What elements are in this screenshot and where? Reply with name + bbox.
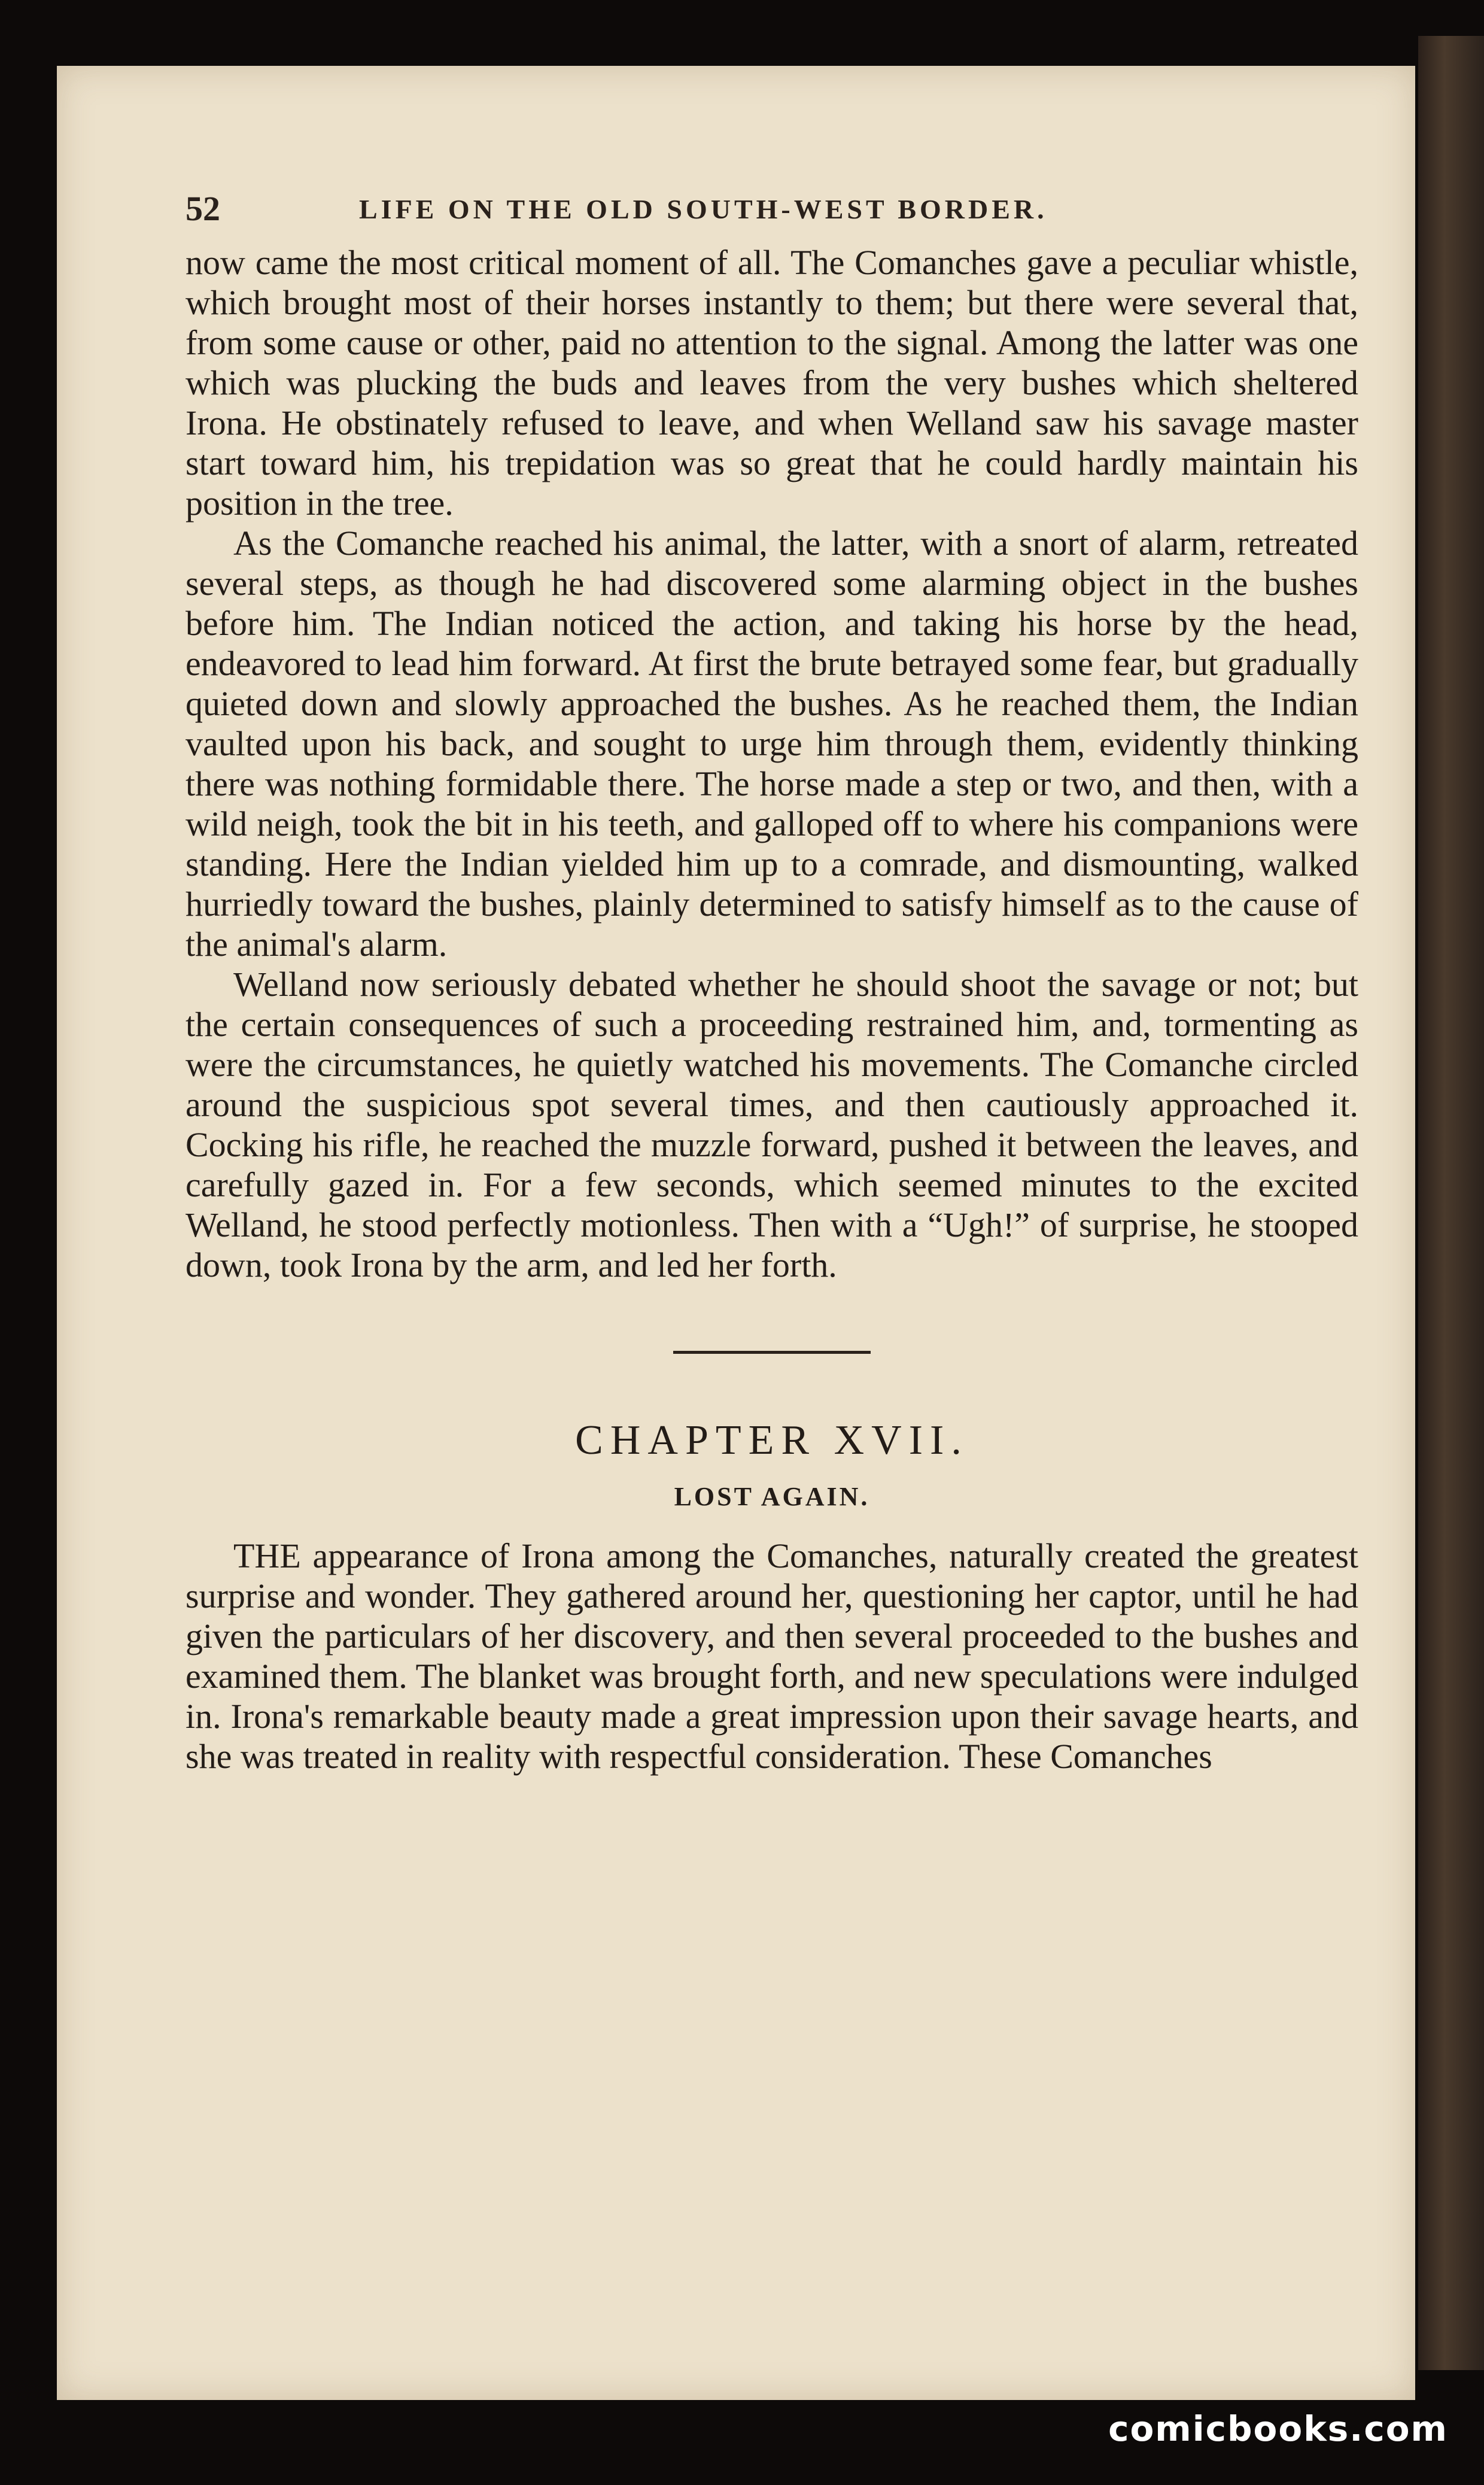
chapter-subtitle: LOST AGAIN. [674,1482,870,1511]
page-number: 52 [186,189,220,228]
section-divider [673,1351,871,1354]
chapter-paragraph: THE appearance of Irona among the Comanches, naturally created the greatest surprise and wonder. They gathered around her, questioning her captor, until he had given the particulars of her discovery, and then several proceeded to the bushes and examined them. The blanket was brought forth, and new speculations were indulged in. Irona's remarkable beauty made a great impression upon their savage hearts, and she was treated in reality with respectful consideration. These Comanches [186,1536,1358,1776]
running-title: LIFE ON THE OLD SOUTH-WEST BORDER. [359,194,1048,224]
site-watermark: comicbooks.com [1108,2408,1448,2449]
page-content [186,189,1358,1776]
running-head [186,189,1358,242]
book-spine [1418,36,1484,2370]
paragraph-2: As the Comanche reached his animal, the latter, with a snort of alarm, retreated several steps, as though he had discovered some alarming object in the bushes before him. The Indian noticed the action, and taking his horse by the head, endeavored to lead him forward. At first the brute betrayed some fear, but gradually quieted down and slowly approached the bushes. As he reached them, the Indian vaulted upon his back, and sought to urge him through them, evidently thinking there was nothing formidable there. The horse made a step or two, and then, with a wild neigh, took the bit in his teeth, and galloped off to where his companions were standing. Here the Indian yielded him up to a comrade, and dismounting, walked hurriedly toward the bushes, plainly determined to satisfy himself as to the cause of the animal's alarm. [186,524,1358,964]
paragraph-3: Welland now seriously debated whether he should shoot the savage or not; but the certain consequences of such a proceeding restrained him, and, tormenting as were the circumstances, he quietly watched his movements. The Comanche circled around the suspicious spot several times, and then cautiously approached it. Cocking his rifle, he reached the muzzle forward, pushed it between the leaves, and carefully gazed in. For a few seconds, which seemed minutes to the excited Welland, he stood perfectly motionless. Then with a “Ugh!” of surprise, he stooped down, took Irona by the arm, and led her forth. [186,965,1358,1284]
chapter-title: CHAPTER XVII. [575,1417,969,1463]
paragraph-1: now came the most critical moment of all. The Comanches gave a peculiar whistle, which brought most of their horses instantly to them; but there were several that, from some cause or other, paid no attention to the signal. Among the latter was one which was plucking the buds and leaves from the very bushes which sheltered Irona. He obstinately refused to leave, and when Welland saw his savage master start toward him, his trepidation was so great that he could hardly maintain his position in the tree. [186,243,1358,522]
book-page [57,66,1415,2400]
